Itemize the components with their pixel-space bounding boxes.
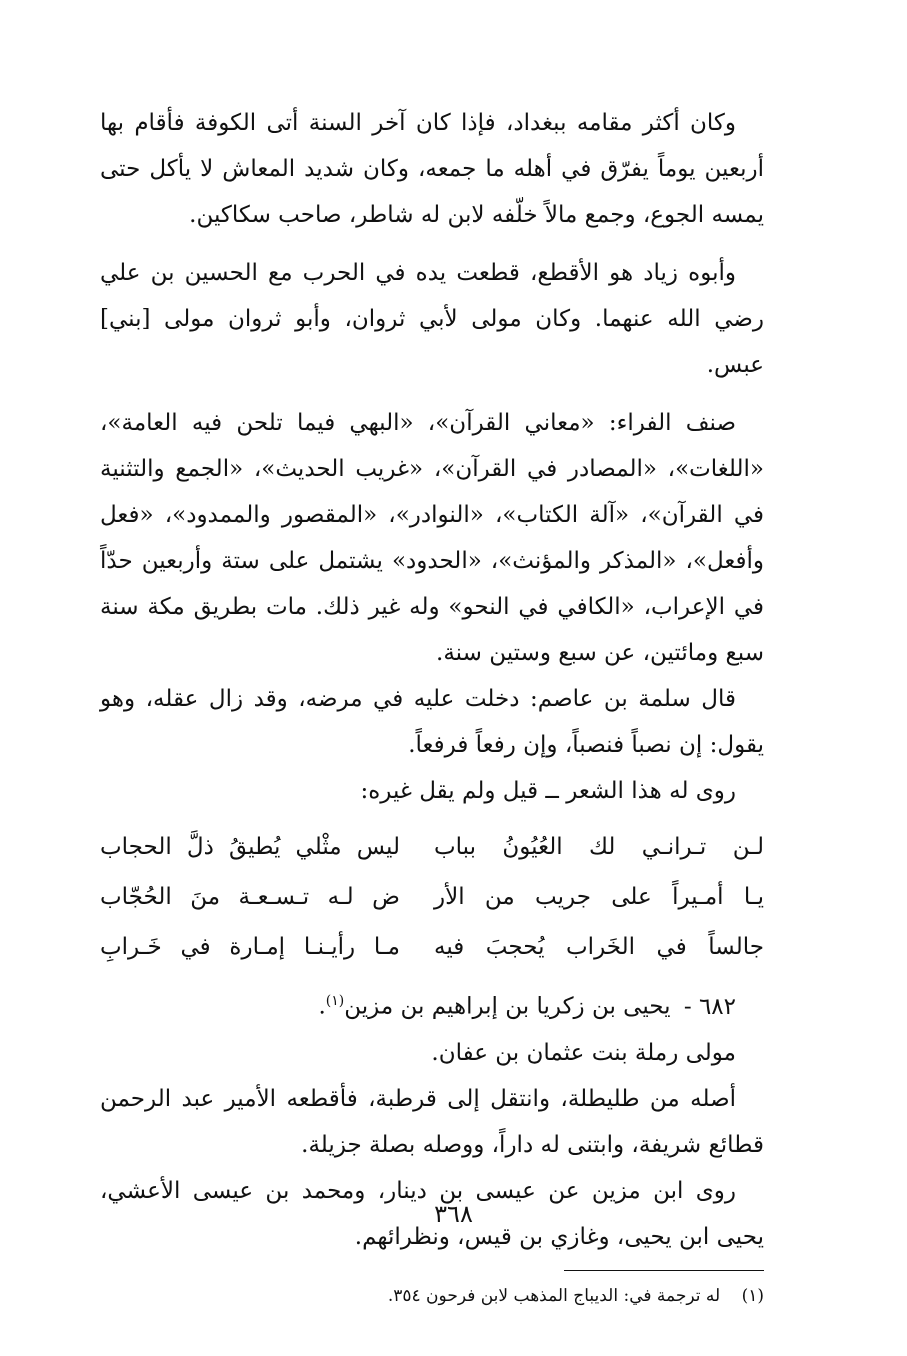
entry-number: ٦٨٢ - <box>683 993 736 1020</box>
paragraph: وكان أكثر مقامه ببغداد، فإذا كان آخر السنة أتى الكوفة فأقام بها أربعين يوماً يفرّق في أهله ما جمعه، وكان شديد المعاش لا يأكل حتى يمسه الجوع، وجمع مالاً خلّفه لابن له شاطر، صاحب سكاكين. <box>100 110 764 228</box>
poem-verse <box>100 872 764 922</box>
verse-second-hemistich: ض لـه تـسـعـة منَ الحُجّاب <box>100 884 400 910</box>
paragraph: روى له هذا الشعر ــ قيل ولم يقل غيره: <box>360 778 736 804</box>
poem <box>100 822 764 972</box>
entry-name: يحيى بن زكريا بن إبراهيم بن مزين <box>344 993 671 1020</box>
entry-heading <box>100 978 764 1030</box>
paragraph: أصله من طليطلة، وانتقل إلى قرطبة، فأقطعه الأمير عبد الرحمن قطائع شريفة، وابتنى له داراً، ووصله بصلة جزيلة. <box>100 1085 764 1158</box>
page-number: ٣٦٨ <box>434 1200 473 1228</box>
paragraph: مولى رملة بنت عثمان بن عفان. <box>431 1039 736 1066</box>
paragraph: صنف الفراء: «معاني القرآن»، «البهي فيما تلحن فيه العامة»، «اللغات»، «المصادر في القرآن»، «غريب الحديث»، «الجمع والتثنية في القرآن»، «آلة الكتاب»، «النوادر»، «المقصور والممدود»، «فعل وأفعل»، «المذكر والمؤنث»، «الحدود» يشتمل على ستة وأربعين حدّاً في الإعراب، «الكافي في النحو» وله غير ذلك. مات بطريق مكة سنة سبع ومائتين، عن سبع وستين سنة. <box>100 410 764 666</box>
verse-second-hemistich: مـا رأيـنـا إمـارة في خَـرابِ <box>100 934 400 960</box>
poem-verse <box>100 822 764 872</box>
page-body <box>100 100 764 1313</box>
footnote-text: له ترجمة في: الديباج المذهب لابن فرحون ٣٥٤. <box>387 1285 721 1306</box>
poem-verse <box>100 922 764 972</box>
footnote-reference: (١) <box>325 993 345 1009</box>
footnote <box>100 1279 764 1313</box>
verse-first-hemistich: جالساً في الخَراب يُحجبَ فيه <box>434 934 764 960</box>
verse-first-hemistich: لـن تـرانـي لك العُيُونُ بباب <box>434 834 764 860</box>
paragraph: روى ابن مزين عن عيسى بن دينار، ومحمد بن عيسى الأعشي، يحيى ابن يحيى، وغازي بن قيس، ونظرائهم. <box>100 1177 764 1250</box>
entry-trailing: . <box>318 993 326 1020</box>
verse-second-hemistich: ليس مثْلي يُطيقُ ذلَّ الحجاب <box>100 834 400 860</box>
paragraph: وأبوه زياد هو الأقطع، قطعت يده في الحرب مع الحسين بن علي رضي الله عنهما. وكان مولى لأبي ثروان، وأبو ثروان مولى [بني] عبس. <box>100 260 764 378</box>
verse-first-hemistich: يـا أمـيراً على جريب من الأر <box>434 884 764 910</box>
footnote-number: (١) <box>741 1285 764 1306</box>
paragraph: قال سلمة بن عاصم: دخلت عليه في مرضه، وقد زال عقله، وهو يقول: إن نصباً فنصباً، وإن رفعاً فرفعاً. <box>100 686 764 758</box>
footnote-divider <box>564 1270 764 1271</box>
